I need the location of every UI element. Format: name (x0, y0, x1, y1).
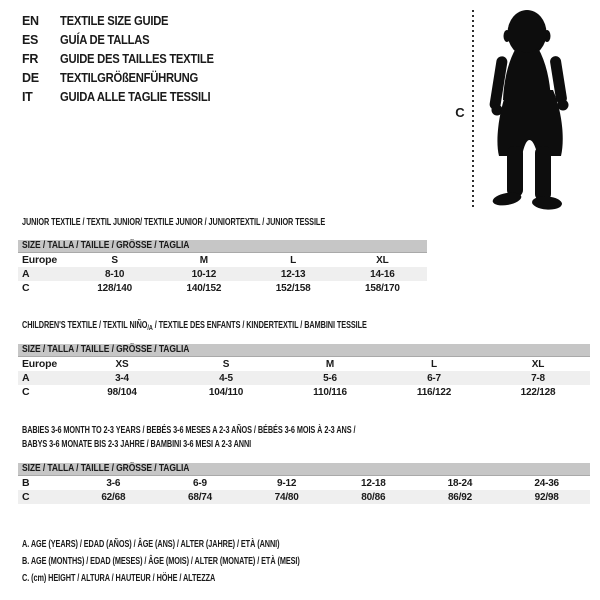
children-size-table (18, 357, 590, 399)
guide-title: GUÍA DE TALLAS (60, 33, 150, 47)
language-code: EN (22, 14, 39, 28)
babies-table-title: BABIES 3-6 MONTH TO 2-3 YEARS / BEBÉS 3-6 MESES A 2-3 AÑOS / BÉBÉS 3-6 MOIS À 2-3 ANS / BABYS 3-6 MONATE BIS 2-3 JAHRE / BAMBINI 3-6 MESI A 2-3 ANNI (22, 425, 356, 450)
size-cell: 98/104 (107, 386, 137, 398)
junior-size-header-bar: SIZE / TALLA / TAILLE / GRÖSSE / TAGLIA (18, 240, 427, 253)
size-row-c (18, 385, 590, 399)
height-measure-label: C (455, 105, 465, 120)
junior-table-title: JUNIOR TEXTILE / TEXTIL JUNIOR/ TEXTILE JUNIOR / JUNIORTEXTIL / JUNIOR TESSILE (22, 217, 326, 228)
size-cell: 128/140 (97, 282, 132, 294)
babies-table (18, 463, 590, 504)
guide-title: TEXTILGRÖßENFÜHRUNG (60, 71, 198, 85)
children-table-title: CHILDREN'S TEXTILE / TEXTIL $NIÑO_{/A}$ / TEXTILE DES ENFANTS / KINDERTEXTIL / BAMBINI TESSILE (22, 320, 367, 332)
toddler-silhouette-icon (483, 6, 587, 212)
guide-title: GUIDE DES TAILLES TEXTILE (60, 52, 214, 66)
size-cell: 158/170 (365, 282, 400, 294)
size-cell: 122/128 (520, 386, 556, 398)
language-code: DE (22, 71, 39, 85)
row-label: Europe (22, 358, 57, 370)
language-code: ES (22, 33, 39, 47)
junior-size-table (18, 253, 427, 295)
size-row-a (18, 371, 590, 385)
language-row (22, 68, 231, 87)
size-cell: XS (115, 358, 129, 370)
size-cell: XL (376, 254, 389, 266)
row-label: B (22, 477, 30, 489)
legend-line: A. AGE (YEARS) / EDAD (AÑOS) / ÂGE (ANS) / ALTER (JAHRE) / ETÀ (ANNI) (22, 539, 280, 550)
size-cell: 116/122 (416, 386, 452, 398)
size-cell: S (222, 358, 230, 370)
size-row-a (18, 267, 427, 281)
size-cell: L (290, 254, 297, 266)
size-cell: 9-12 (277, 477, 297, 489)
legend-line: C. (cm) HEIGHT / ALTURA / HAUTEUR / HÖHE / ALTEZZA (22, 573, 216, 584)
size-cell: XL (531, 358, 545, 370)
language-row (22, 11, 231, 30)
size-cell: 152/158 (275, 282, 311, 294)
language-row (22, 87, 231, 106)
size-cell: 6-7 (427, 372, 441, 384)
children-table (18, 344, 590, 399)
babies-size-header-bar: SIZE / TALLA / TAILLE / GRÖSSE / TAGLIA (18, 463, 590, 476)
size-cell: 62/68 (101, 491, 126, 503)
size-cell: 74/80 (274, 491, 299, 503)
children-size-header-bar: SIZE / TALLA / TAILLE / GRÖSSE / TAGLIA (18, 344, 590, 357)
size-row-c (18, 490, 590, 504)
measure-legend (22, 536, 402, 587)
language-title-list (22, 11, 231, 106)
size-row-b (18, 476, 590, 490)
row-label: A (22, 268, 30, 280)
size-cell: 7-8 (531, 372, 545, 384)
size-cell: 3-6 (106, 477, 121, 489)
size-cell: 80/86 (361, 491, 386, 503)
size-cell: 110/116 (313, 386, 347, 398)
size-cell: 10-12 (191, 268, 217, 280)
size-cell: 14-16 (370, 268, 395, 280)
subscript-text: /A (147, 323, 153, 332)
size-cell: 8-10 (105, 268, 125, 280)
size-cell: 6-9 (193, 477, 207, 489)
row-label: A (22, 372, 30, 384)
size-cell: M (199, 254, 208, 266)
row-label: Europe (22, 254, 57, 266)
size-cell: 3-4 (115, 372, 129, 384)
guide-title: GUIDA ALLE TAGLIE TESSILI (60, 90, 211, 104)
size-row-europe (18, 253, 427, 267)
size-cell: 140/152 (186, 282, 222, 294)
size-cell: 24-36 (534, 477, 559, 489)
size-cell: 12-13 (280, 268, 306, 280)
size-cell: L (431, 358, 437, 370)
size-cell: 18-24 (447, 477, 473, 489)
language-code: FR (22, 52, 39, 66)
guide-title: TEXTILE SIZE GUIDE (60, 14, 169, 28)
legend-line: B. AGE (MONTHS) / EDAD (MESES) / ÂGE (MOIS) / ALTER (MONATE) / ETÀ (MESI) (22, 556, 300, 567)
junior-table (18, 240, 427, 295)
language-row (22, 49, 231, 68)
language-row (22, 30, 231, 49)
size-row-c (18, 281, 427, 295)
size-cell: 86/92 (447, 491, 472, 503)
babies-size-table (18, 476, 590, 504)
size-cell: S (111, 254, 118, 266)
size-cell: 104/110 (208, 386, 244, 398)
size-cell: 68/74 (187, 491, 212, 503)
height-measure-line (472, 10, 474, 208)
size-cell: 4-5 (219, 372, 233, 384)
size-cell: 5-6 (323, 372, 337, 384)
size-row-europe (18, 357, 590, 371)
row-label: C (22, 491, 30, 503)
size-cell: 12-18 (361, 477, 386, 489)
size-cell: 92/98 (534, 491, 559, 503)
language-code: IT (22, 90, 33, 104)
row-label: C (22, 386, 30, 398)
row-label: C (22, 282, 30, 294)
size-cell: M (325, 358, 335, 370)
